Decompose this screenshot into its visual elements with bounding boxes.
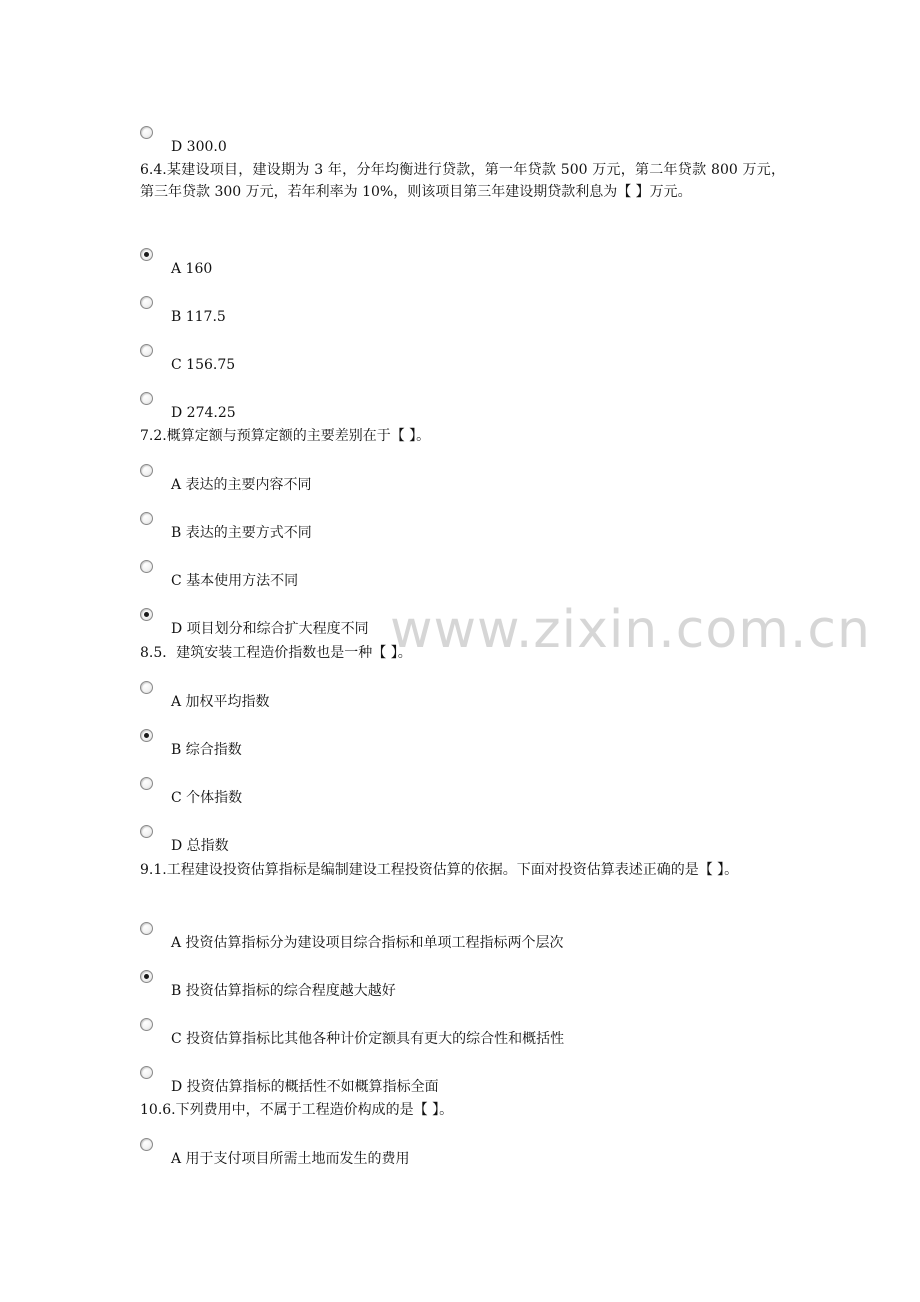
radio-button-selected[interactable] bbox=[140, 970, 153, 983]
radio-button-selected[interactable] bbox=[140, 608, 153, 621]
radio-button[interactable] bbox=[140, 296, 153, 309]
option-label: D 投资估算指标的概括性不如概算指标全面 bbox=[171, 1079, 439, 1095]
option-label: D 总指数 bbox=[171, 838, 229, 854]
option-label: B 表达的主要方式不同 bbox=[171, 525, 312, 541]
question-text: 10.6.下列费用中，不属于工程造价构成的是【 】。 bbox=[140, 1102, 454, 1118]
radio-button[interactable] bbox=[140, 344, 153, 357]
radio-button[interactable] bbox=[140, 1138, 153, 1151]
option-label: B 综合指数 bbox=[171, 742, 242, 758]
option-label: A 160 bbox=[171, 261, 213, 277]
radio-button-selected[interactable] bbox=[140, 248, 153, 261]
radio-button[interactable] bbox=[140, 560, 153, 573]
radio-button[interactable] bbox=[140, 464, 153, 477]
option-label: B 投资估算指标的综合程度越大越好 bbox=[171, 983, 396, 999]
radio-button[interactable] bbox=[140, 392, 153, 405]
option-label: B 117.5 bbox=[171, 309, 226, 325]
watermark: www.zixin.com.cn bbox=[390, 600, 871, 660]
option-label: C 基本使用方法不同 bbox=[171, 573, 299, 589]
radio-button[interactable] bbox=[140, 512, 153, 525]
radio-button[interactable] bbox=[140, 777, 153, 790]
question-text: 9.1.工程建设投资估算指标是编制建设工程投资估算的依据。下面对投资估算表述正确的是【 】。 bbox=[140, 862, 739, 878]
question-text: 8.5．建筑安装工程造价指数也是一种【 】。 bbox=[140, 645, 412, 661]
radio-button[interactable] bbox=[140, 1066, 153, 1079]
option-label: D 项目划分和综合扩大程度不同 bbox=[171, 621, 369, 637]
option-label: C 投资估算指标比其他各种计价定额具有更大的综合性和概括性 bbox=[171, 1031, 565, 1047]
option-label: A 加权平均指数 bbox=[171, 694, 270, 710]
option-label: C 156.75 bbox=[171, 357, 236, 373]
radio-button[interactable] bbox=[140, 825, 153, 838]
option-label: C 个体指数 bbox=[171, 790, 243, 806]
option-label: D 300.0 bbox=[171, 139, 227, 155]
radio-button[interactable] bbox=[140, 681, 153, 694]
radio-button[interactable] bbox=[140, 1018, 153, 1031]
option-label: A 投资估算指标分为建设项目综合指标和单项工程指标两个层次 bbox=[171, 935, 564, 951]
option-label: D 274.25 bbox=[171, 405, 236, 421]
question-text: 7.2.概算定额与预算定额的主要差别在于【 】。 bbox=[140, 428, 431, 444]
radio-button[interactable] bbox=[140, 126, 153, 139]
radio-button-selected[interactable] bbox=[140, 729, 153, 742]
option-label: A 用于支付项目所需土地而发生的费用 bbox=[171, 1151, 410, 1167]
radio-button[interactable] bbox=[140, 922, 153, 935]
option-label: A 表达的主要内容不同 bbox=[171, 477, 312, 493]
question-text: 6.4.某建设项目，建设期为 3 年，分年均衡进行贷款，第一年贷款 500 万元，第二年贷款 800 万元，第三年贷款 300 万元，若年利率为 10%，则该项目第三年建设期贷款利息为【 】万元。 bbox=[140, 162, 785, 200]
